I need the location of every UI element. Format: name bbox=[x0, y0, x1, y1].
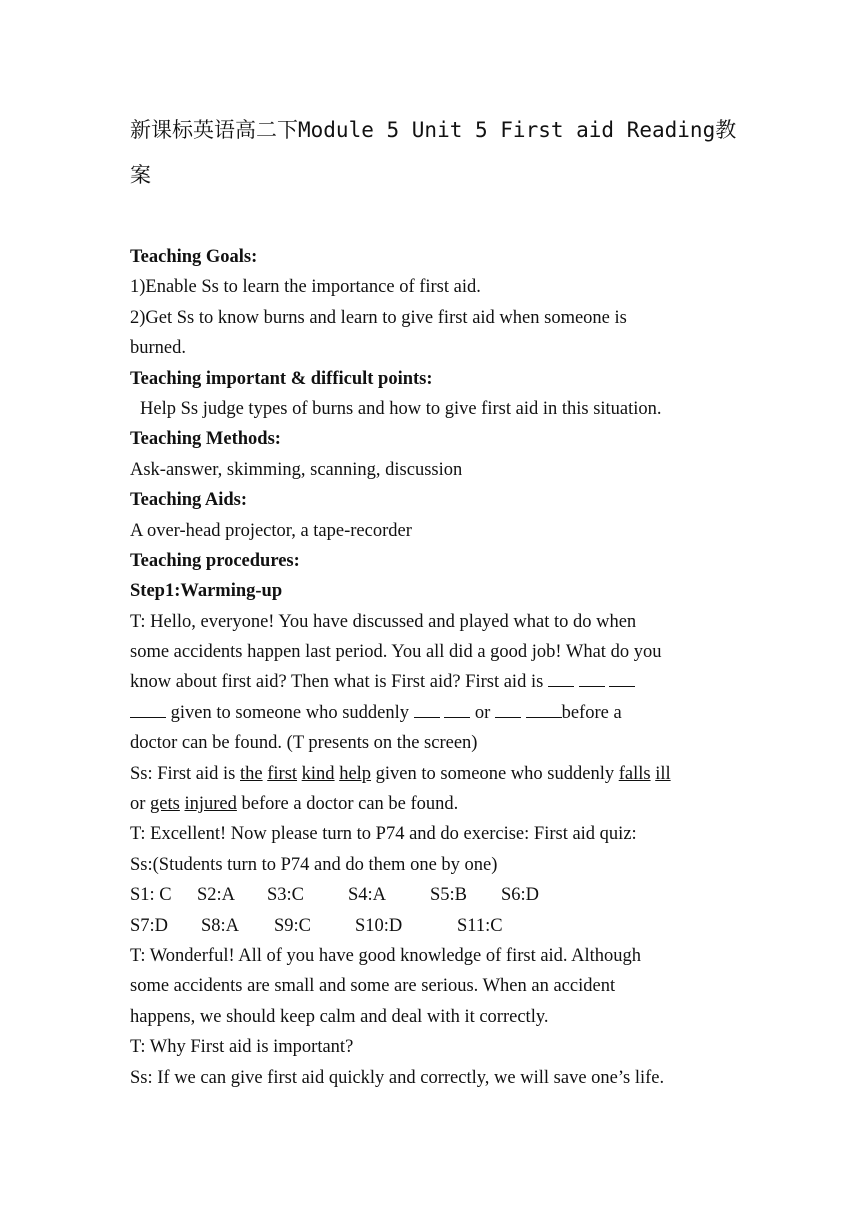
teacher-question: T: Why First aid is important? bbox=[130, 1037, 354, 1058]
quiz-answer: S9:C bbox=[274, 915, 312, 936]
points-text: Help Ss judge types of burns and how to give first aid in this situation. bbox=[140, 398, 662, 419]
teacher-line-5: doctor can be found. (T presents on the screen) bbox=[130, 733, 478, 754]
methods-text: Ask-answer, skimming, scanning, discussion bbox=[130, 459, 463, 480]
students-answer-line-2 bbox=[130, 789, 740, 819]
blank bbox=[579, 668, 605, 687]
underlined-word: falls bbox=[618, 763, 651, 784]
goals-heading: Teaching Goals: bbox=[130, 247, 258, 267]
underlined-word: first bbox=[267, 763, 298, 784]
underlined-word: the bbox=[240, 763, 263, 784]
teacher-line-4-text-b: or bbox=[474, 702, 491, 723]
teacher-line-8: some accidents are small and some are serious. When an accident bbox=[130, 976, 616, 997]
quiz-answer: S4:A bbox=[348, 885, 387, 906]
document-title: 新课标英语高二下Module 5 Unit 5 First aid Reading教案 bbox=[130, 118, 737, 187]
quiz-answer: S3:C bbox=[267, 885, 305, 906]
document-body bbox=[130, 242, 740, 1093]
blank bbox=[526, 699, 562, 718]
underlined-word: kind bbox=[301, 763, 335, 784]
blank bbox=[609, 668, 635, 687]
quiz-answer: S1: C bbox=[130, 885, 172, 906]
procedures-heading: Teaching procedures: bbox=[130, 550, 300, 571]
teacher-line-1: T: Hello, everyone! You have discussed and played what to do when bbox=[130, 611, 637, 632]
students-final-answer: Ss: If we can give first aid quickly and correctly, we will save one’s life. bbox=[130, 1067, 665, 1088]
underlined-word: gets bbox=[150, 794, 180, 815]
teacher-line-4-text-c: before a bbox=[561, 702, 622, 723]
aids-text: A over-head projector, a tape-recorder bbox=[130, 520, 412, 541]
points-heading: Teaching important & difficult points: bbox=[130, 368, 433, 389]
quiz-answer: S2:A bbox=[197, 885, 236, 906]
methods-heading: Teaching Methods: bbox=[130, 429, 281, 450]
students-answer-line-1 bbox=[130, 759, 740, 789]
blank bbox=[444, 699, 470, 718]
goal-item-2-cont: burned. bbox=[130, 338, 186, 359]
quiz-answer: S10:D bbox=[355, 915, 403, 936]
blank bbox=[414, 699, 440, 718]
step1-heading: Step1:Warming-up bbox=[130, 581, 283, 602]
teacher-line-2: some accidents happen last period. You all did a good job! What do you bbox=[130, 642, 662, 663]
teacher-line-7: T: Wonderful! All of you have good knowledge of first aid. Although bbox=[130, 945, 642, 966]
underlined-word: ill bbox=[655, 763, 671, 784]
students-answer-text-c: or bbox=[130, 794, 146, 815]
students-answer-text-a: Ss: First aid is bbox=[130, 763, 236, 784]
aids-heading: Teaching Aids: bbox=[130, 490, 248, 511]
quiz-answer: S8:A bbox=[201, 915, 240, 936]
teacher-line-4 bbox=[130, 698, 740, 728]
underlined-word: injured bbox=[184, 794, 237, 815]
goal-item-2: 2)Get Ss to know burns and learn to give first aid when someone is bbox=[130, 307, 627, 328]
teacher-line-3 bbox=[130, 667, 740, 697]
teacher-line-4-text-a: given to someone who suddenly bbox=[170, 702, 410, 723]
quiz-answer: S5:B bbox=[430, 885, 468, 906]
teacher-line-3-text: know about first aid? Then what is First aid? First aid is bbox=[130, 672, 544, 693]
students-answer-text-d: before a doctor can be found. bbox=[241, 794, 459, 815]
quiz-answer: S7:D bbox=[130, 915, 169, 936]
goal-item-1: 1)Enable Ss to learn the importance of first aid. bbox=[130, 277, 481, 298]
students-line: Ss:(Students turn to P74 and do them one by one) bbox=[130, 854, 498, 875]
students-answer-text-b: given to someone who suddenly bbox=[375, 763, 615, 784]
quiz-answer: S11:C bbox=[457, 915, 503, 936]
quiz-answers-row-2 bbox=[130, 911, 740, 941]
blank bbox=[548, 668, 574, 687]
quiz-answers-row-1 bbox=[130, 880, 740, 910]
teacher-line-9: happens, we should keep calm and deal with it correctly. bbox=[130, 1006, 549, 1027]
blank bbox=[130, 699, 166, 718]
quiz-answer: S6:D bbox=[501, 885, 540, 906]
blank bbox=[495, 699, 521, 718]
teacher-line-6: T: Excellent! Now please turn to P74 and do exercise: First aid quiz: bbox=[130, 824, 637, 845]
underlined-word: help bbox=[339, 763, 372, 784]
